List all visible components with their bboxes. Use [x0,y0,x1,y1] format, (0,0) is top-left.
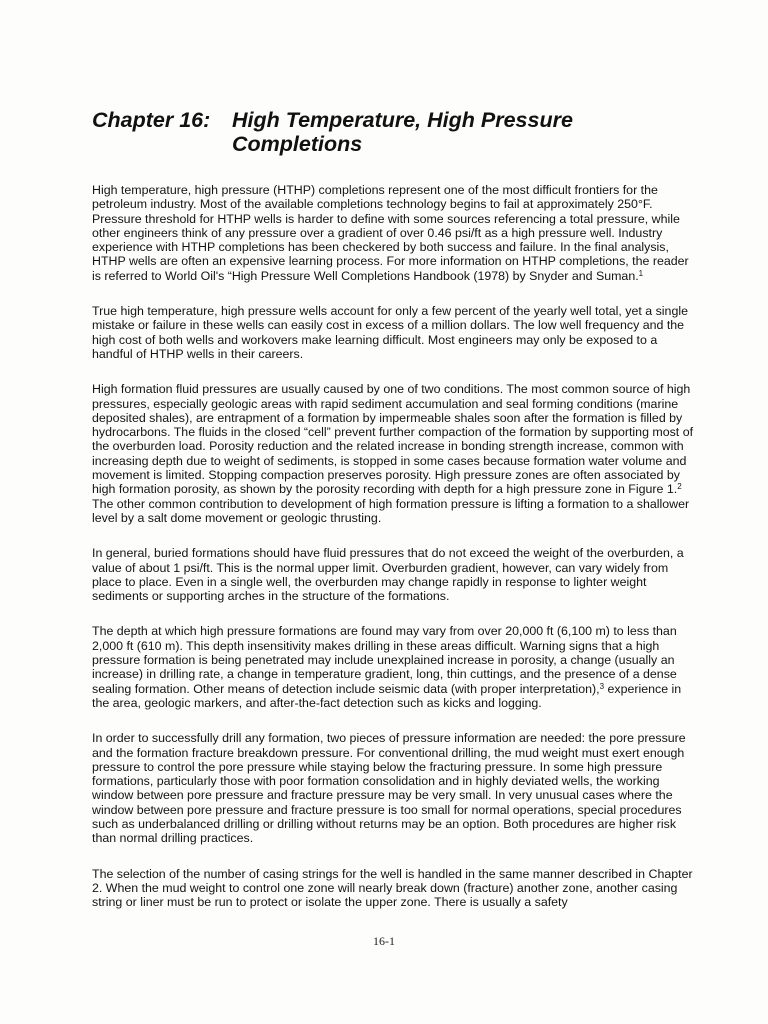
paragraph-3 [92,382,695,525]
paragraph-7-text: The selection of the number of casing strings for the well is handled in the same manner described in Chapter 2. When the mud weight to control one zone will nearly break down (fracture) another zone, another casing string or liner must be run to protect or isolate the upper zone. There is usually a safety [92,866,693,910]
paragraph-2-text: True high temperature, high pressure wells account for only a few percent of the yearly well total, yet a single mistake or failure in these wells can easily cost in excess of a million dollars. The low well frequency and the high cost of both wells and workovers make learning difficult. Most engineers may only be exposed to a handful of HTHP wells in their careers. [92,304,688,361]
chapter-label: Chapter 16: [92,108,211,132]
footnote-ref-3: 3 [599,681,605,691]
paragraph-5-text: The depth at which high pressure formations are found may vary from over 20,000 ft (6,100 m) to less than 2,000 ft (610 m). This depth insensitivity makes drilling in these areas difficult. Warning signs that a high pressure formation is being penetrated may include unexplained increase in porosity, a change (usually an increase) in drilling rate, a change in temperature gradient, long, thin cuttings, and the presence of a dense sealing formation. Other means of detection include seismic data (with proper interpretation), [92,624,677,696]
chapter-title-line-1: High Temperature, High Pressure [232,108,573,132]
paragraph-3-text: High formation fluid pressures are usually caused by one of two conditions. The most common source of high pressures, especially geologic areas with rapid sediment accumulation and seal forming conditions (marine deposited shales), are entrapment of a formation by impermeable shales soon after the formation is filled by hydrocarbons. The fluids in the closed “cell” prevent further compaction of the formation by supporting most of the overburden load. Porosity reduction and the related increase in bonding strength increase, common with increasing depth due to weight of sediments, is stopped in some cases because formation water volume and movement is limited. Stopping compaction preserves porosity. High pressure zones are often associated by high formation porosity, as shown by the porosity recording with depth for a high pressure zone in Figure 1. [92,382,694,497]
paragraph-5 [92,624,695,710]
paragraph-1-text: High temperature, high pressure (HTHP) completions represent one of the most difficult frontiers for the petroleum industry. Most of the available completions technology begins to fail at approximately 250°F. Pressure threshold for HTHP wells is harder to define with some sources referencing a total pressure, while other engineers think of any pressure over a gradient of over 0.46 psi/ft as a high pressure well. Industry experience with HTHP completions has been checkered by both success and failure. In the final analysis, HTHP wells are often an expensive learning process. For more information on HTHP completions, the reader is referred to World Oil's “High Pressure Well Completions Handbook (1978) by Snyder and Suman. [92,183,689,283]
paragraph-7 [92,867,695,910]
paragraph-6 [92,731,695,845]
chapter-title [92,108,712,156]
page-number: 16-1 [373,934,395,948]
paragraph-3-text-after: The other common contribution to development of high formation pressure is lifting a formation to a shallower level by a salt dome movement or geologic thrusting. [92,496,690,525]
footnote-ref-1: 1 [638,268,644,278]
paragraph-6-text: In order to successfully drill any formation, two pieces of pressure information are needed: the pore pressure and the formation fracture breakdown pressure. For conventional drilling, the mud weight must exert enough pressure to control the pore pressure while staying below the fracturing pressure. In some high pressure formations, particularly those with poor formation consolidation and in highly deviated wells, the working window between pore pressure and fracture pressure may be very small. In very unusual cases where the window between pore pressure and fracture pressure is too small for normal operations, special procedures such as underbalanced drilling or drilling without returns may be an option. Both procedures are higher risk than normal drilling practices. [92,731,686,846]
paragraph-1 [92,183,695,283]
chapter-title-line-2: Completions [232,132,363,156]
paragraph-4-text: In general, buried formations should have fluid pressures that do not exceed the weight of the overburden, a value of about 1 psi/ft. This is the normal upper limit. Overburden gradient, however, can vary widely from place to place. Even in a single well, the overburden may change rapidly in response to lighter weight sediments or supporting arches in the structure of the formations. [92,546,684,604]
paragraph-4 [92,546,695,603]
paragraph-5-text-after: experience in the area, geologic markers, and after-the-fact detection such as kicks and logging. [92,681,682,710]
body-text [92,183,695,930]
footnote-ref-2: 2 [677,482,682,492]
paragraph-2 [92,304,695,361]
